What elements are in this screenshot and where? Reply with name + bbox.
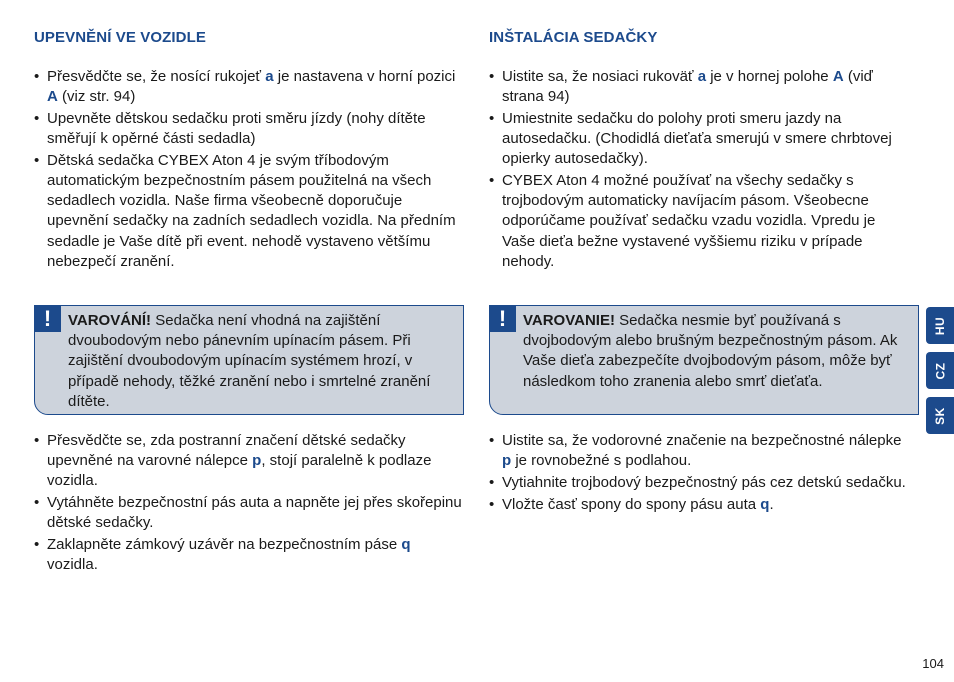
highlighted-reference: q	[401, 536, 411, 554]
bullet-dot-icon: •	[34, 494, 40, 512]
left-bullets-top	[34, 67, 464, 274]
bullet-dot-icon: •	[34, 432, 40, 449]
language-tab-hu[interactable]	[926, 307, 954, 344]
warning-exclamation-icon: !	[34, 305, 61, 332]
list-item	[34, 535, 464, 575]
list-item-text: Uistite sa, že vodorovné značenie na bezpečnostné nálepke	[502, 432, 902, 449]
left-heading: UPEVNĚNÍ VE VOZIDLE	[34, 29, 206, 46]
bullet-dot-icon: •	[489, 495, 495, 513]
highlighted-reference: p	[502, 452, 512, 470]
left-warning-body: Sedačka není vhodná na zajištění dvoubodovým nebo pánevním upínacím pásem. Při zajištění dvoubodovým upínacím systémem hrozí, v případě nehody, těžké zranění nebo i smrtelné zranění dítěte.	[68, 312, 431, 410]
highlighted-reference: a	[265, 68, 274, 85]
list-item	[489, 109, 909, 170]
language-tab-sk-label: SK	[932, 406, 947, 425]
list-item	[489, 171, 909, 272]
left-warning-title: VAROVÁNÍ!	[68, 312, 152, 329]
list-item	[34, 431, 464, 492]
language-tab-hu-label: HU	[933, 316, 947, 335]
right-warning-text	[523, 311, 910, 392]
bullet-dot-icon: •	[34, 68, 40, 85]
language-tab-cz-label: CZ	[933, 362, 947, 379]
highlighted-reference: q	[760, 495, 770, 513]
list-item-text: Vytáhněte bezpečnostní pás auta a napněte jej přes skořepinu dětské sedačky.	[47, 494, 462, 532]
list-item-text: Vložte časť spony do spony pásu auta	[502, 495, 761, 513]
list-item-text: (viz str. 94)	[57, 88, 136, 106]
bullet-dot-icon: •	[489, 473, 495, 491]
language-tab-sk[interactable]	[926, 397, 954, 434]
list-item-text: Umiestnite sedačku do polohy proti smeru jazdy na autosedačku. (Chodidlá dieťaťa smerujú v smere chrbtovej opierky autosedačky).	[502, 109, 892, 168]
warning-exclamation-icon: !	[489, 305, 516, 332]
right-warning-title: VAROVANIE!	[523, 312, 615, 329]
left-warning-text	[68, 311, 455, 412]
list-item-text: Zaklapněte zámkový uzávěr na bezpečnostním páse	[47, 536, 402, 554]
list-item	[34, 151, 464, 272]
list-item-text: vozidla.	[47, 556, 98, 574]
list-item-text: , stojí paralelně k podlaze vozidla.	[47, 452, 432, 490]
highlighted-reference: a	[697, 68, 707, 85]
highlighted-reference: A	[832, 68, 844, 85]
list-item-text: CYBEX Aton 4 možné používať na všechy sedačky s trojbodovým automaticky navíjacím pásom. Všeobecne odporúčame používať sedačku vzadu vozidla. Vpredu je Vaše dieťa bežne vystavené vyššiemu riziku v prípade nehody.	[502, 172, 876, 270]
right-bullets-bottom	[489, 431, 909, 516]
bullet-dot-icon: •	[489, 109, 495, 127]
right-bullets-top	[489, 67, 909, 274]
page-number: 104	[922, 656, 944, 671]
list-item	[34, 109, 464, 149]
list-item	[34, 493, 464, 533]
list-item	[489, 473, 909, 493]
list-item-text: Vytiahnite trojbodový bezpečnostný pás cez detskú sedačku.	[502, 473, 906, 491]
list-item-text: (viď strana 94)	[502, 68, 873, 106]
list-item-text: Přesvědčte se, zda postranní značení dětské sedačky upevněné na varovné nálepce	[47, 432, 406, 470]
list-item	[34, 67, 464, 107]
language-tab-cz[interactable]	[926, 352, 954, 389]
left-warning-box	[34, 305, 464, 415]
list-item	[489, 67, 909, 107]
list-item-text: je rovnobežné s podlahou.	[511, 452, 692, 470]
highlighted-reference: A	[47, 88, 58, 106]
right-warning-body: Sedačka nesmie byť používaná s dvojbodovým alebo brušným bezpečnostným pásom. Ak Vaše dieťa zabezpečíte dvojbodovým pásom, môže byť následkom toho zranenia alebo smrť dieťaťa.	[523, 312, 898, 390]
right-heading: INŠTALÁCIA SEDAČKY	[489, 29, 658, 46]
list-item-text: je v hornej polohe	[706, 68, 833, 85]
list-item	[489, 431, 909, 471]
list-item-text: Přesvědčte se, že nosící rukojeť	[47, 68, 266, 85]
right-warning-box	[489, 305, 919, 415]
list-item-text: Upevněte dětskou sedačku proti směru jízdy (nohy dítěte směřují k opěrné části sedadla)	[47, 109, 426, 148]
bullet-dot-icon: •	[489, 172, 495, 190]
left-bullets-bottom	[34, 431, 464, 577]
list-item-text: Uistite sa, že nosiaci rukoväť	[502, 68, 698, 85]
highlighted-reference: p	[252, 452, 262, 470]
bullet-dot-icon: •	[489, 432, 495, 449]
list-item	[489, 495, 909, 515]
bullet-dot-icon: •	[34, 151, 40, 169]
bullet-dot-icon: •	[34, 536, 40, 554]
list-item-text: .	[769, 495, 774, 513]
bullet-dot-icon: •	[34, 109, 40, 127]
list-item-text: je nastavena v horní pozici	[273, 68, 456, 85]
bullet-dot-icon: •	[489, 68, 495, 85]
list-item-text: Dětská sedačka CYBEX Aton 4 je svým tříbodovým automatickým bezpečnostním pásem použitelná na všech sedadlech vozidla. Naše firma všeobecně doporučuje upevnění sedačky na zadních sedadlech vozidla. Na předním sedadle je Vaše dítě při event. nehodě vystaveno většímu nebezpečí zranění.	[47, 151, 456, 270]
